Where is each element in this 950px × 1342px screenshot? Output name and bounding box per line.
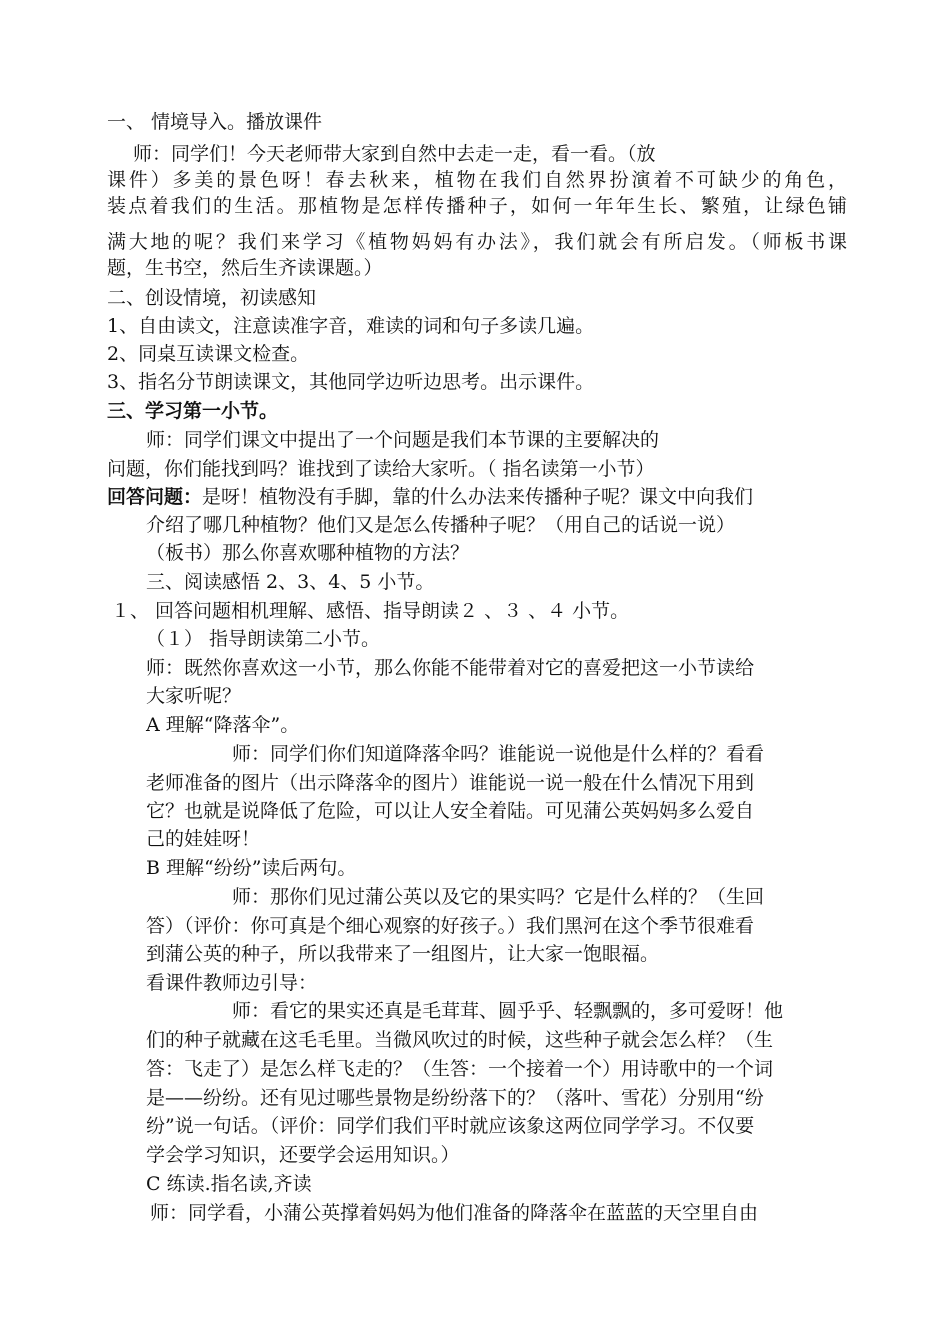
list-item: １、 回答问题相机理解、感悟、指导朗读２ 、３ 、４ 小节。 xyxy=(111,600,630,622)
subsection-heading: 三、阅读感悟 2、3、4、5 小节。 xyxy=(146,571,435,593)
paragraph-line: 师：同学们！今天老师带大家到自然中去走一走，看一看。（放 xyxy=(133,143,656,165)
paragraph-line: 师：同学们你们知道降落伞吗？谁能说一说他是什么样的？看看 xyxy=(232,743,765,765)
answer-line xyxy=(107,484,753,510)
paragraph-line: 介绍了哪几种植物？他们又是怎么传播种子呢？（用自己的话说一说） xyxy=(146,514,736,536)
paragraph-line: 看课件教师边引导： xyxy=(146,972,318,994)
paragraph-line: 学会学习知识，还要学会运用知识。） xyxy=(146,1144,460,1166)
paragraph-line: 纷”说一句话。（评价：同学们我们平时就应该象这两位同学学习。不仅要 xyxy=(146,1115,755,1137)
paragraph-line: （板书）那么你喜欢哪种植物的方法？ xyxy=(146,542,470,564)
paragraph-line: 到蒲公英的种子，所以我带来了一组图片，让大家一饱眼福。 xyxy=(146,943,660,965)
item-heading: B 理解“纷纷”读后两句。 xyxy=(146,857,357,879)
paragraph-line: 老师准备的图片（出示降落伞的图片）谁能说一说一般在什么情况下用到 xyxy=(146,772,755,794)
paragraph-line: 装点着我们的生活。那植物是怎样传播种子，如何一年年生长、繁殖，让绿色铺 xyxy=(107,195,847,217)
paragraph-line: 己的娃娃呀！ xyxy=(146,828,261,850)
list-item: 1、自由读文，注意读准字音，难读的词和句子多读几遍。 xyxy=(107,315,595,337)
section-1-heading: 一、 情境导入。播放课件 xyxy=(107,111,323,133)
paragraph-line: 课件）多美的景色呀！春去秋来，植物在我们自然界扮演着不可缺少的角色， xyxy=(107,169,847,191)
item-heading: C 练读.指名读,齐读 xyxy=(146,1173,312,1195)
paragraph-line: 师：同学们课文中提出了一个问题是我们本节课的主要解决的 xyxy=(146,429,660,451)
paragraph-line: 大家听呢？ xyxy=(146,685,242,707)
paragraph-line: 它？也就是说降低了危险，可以让人安全着陆。可见蒲公英妈妈多么爱自 xyxy=(146,800,755,822)
answer-label: 回答问题： xyxy=(107,486,203,508)
paragraph-line: 满大地的呢？我们来学习《植物妈妈有办法》，我们就会有所启发。（师板书课 xyxy=(107,231,847,253)
answer-text: 是呀！植物没有手脚，靠的什么办法来传播种子呢？课文中向我们 xyxy=(202,486,754,508)
section-2-heading: 二、创设情境，初读感知 xyxy=(107,287,317,309)
paragraph-line: 师：看它的果实还真是毛茸茸、圆乎乎、轻飘飘的，多可爱呀！他 xyxy=(232,1000,784,1022)
paragraph-line: 答：飞走了）是怎么样飞走的？（生答：一个接着一个）用诗歌中的一个词 xyxy=(146,1058,774,1080)
paragraph-line: 问题，你们能找到吗？谁找到了读给大家听。（ 指名读第一小节） xyxy=(107,458,655,480)
list-item: （１） 指导朗读第二小节。 xyxy=(146,628,381,650)
paragraph-line: 是——纷纷。还有见过哪些景物是纷纷落下的？（落叶、雪花）分别用“纷 xyxy=(146,1087,764,1109)
item-heading: A 理解“降落伞”。 xyxy=(146,714,300,736)
paragraph-line: 答）（评价：你可真是个细心观察的好孩子。）我们黑河在这个季节很难看 xyxy=(146,915,755,937)
paragraph-line: 师：那你们见过蒲公英以及它的果实吗？它是什么样的？（生回 xyxy=(232,886,765,908)
list-item: 2、同桌互读课文检查。 xyxy=(107,343,310,365)
paragraph-line: 师：同学看，小蒲公英撑着妈妈为他们准备的降落伞在蓝蓝的天空里自由 xyxy=(150,1202,759,1224)
section-3-heading: 三、学习第一小节。 xyxy=(107,400,279,422)
list-item: 3、指名分节朗读课文，其他同学边听边思考。出示课件。 xyxy=(107,371,595,393)
paragraph-line: 们的种子就藏在这毛毛里。当微风吹过的时候，这些种子就会怎么样？（生 xyxy=(146,1029,774,1051)
paragraph-line: 题，生书空，然后生齐读课题。） xyxy=(107,257,383,279)
paragraph-line: 师：既然你喜欢这一小节，那么你能不能带着对它的喜爱把这一小节读给 xyxy=(146,657,755,679)
